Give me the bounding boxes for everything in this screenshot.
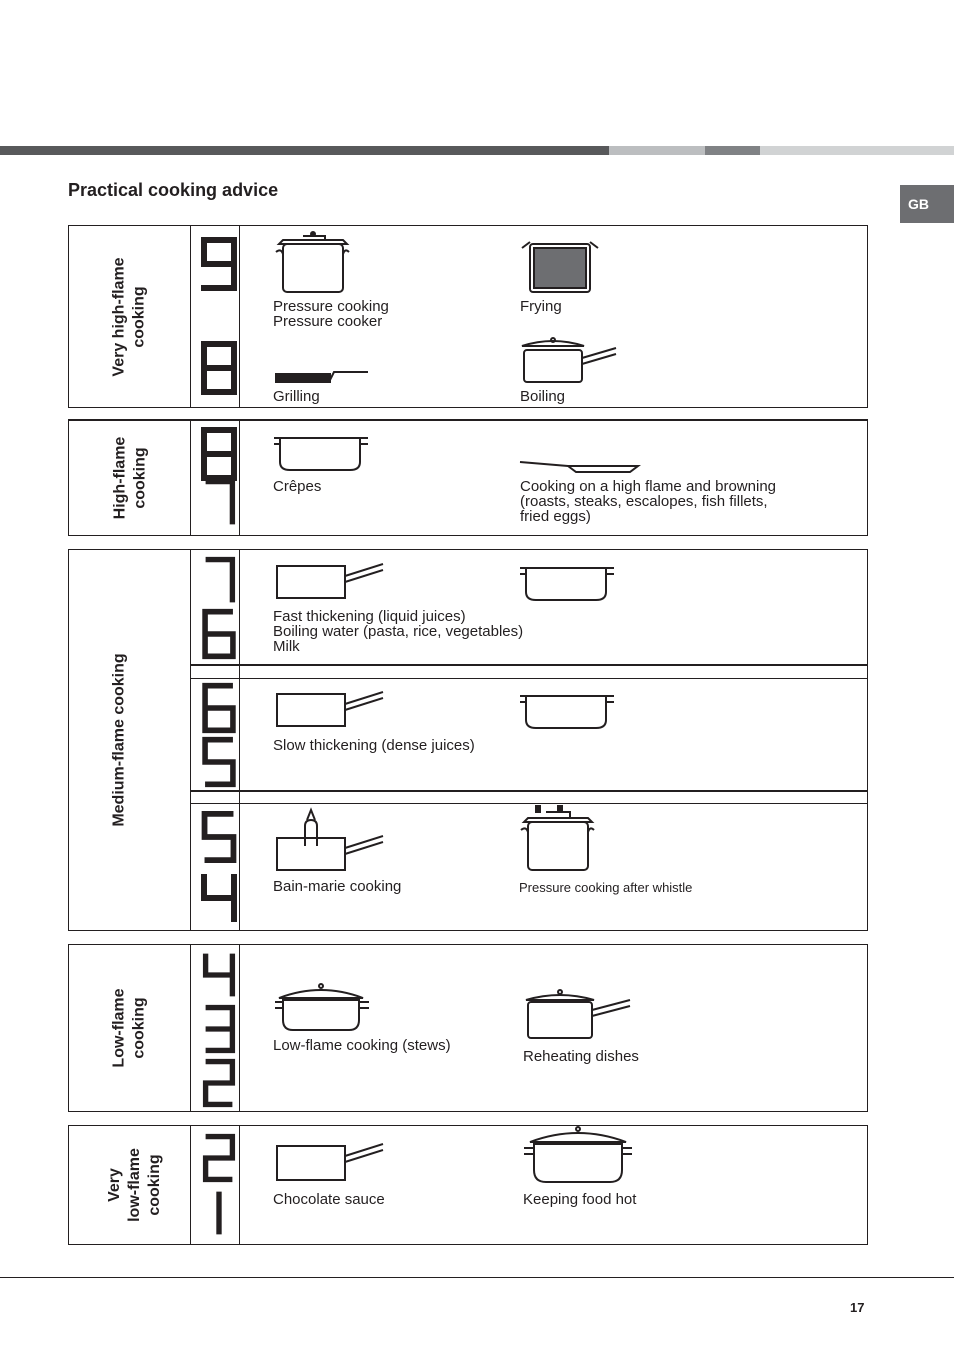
divider — [190, 549, 191, 931]
header-band-pale — [760, 146, 954, 155]
divider — [190, 790, 868, 792]
frying-basket-icon — [518, 238, 604, 296]
item-pressure-after-whistle: Pressure cooking after whistle — [519, 880, 693, 895]
item-low-flame-stews: Low-flame cooking (stews) — [273, 1037, 451, 1054]
divider — [190, 944, 191, 1112]
digit-5 — [199, 810, 239, 864]
divider — [190, 419, 191, 536]
bain-marie-icon — [273, 806, 387, 874]
item-chocolate-sauce: Chocolate sauce — [273, 1191, 385, 1208]
item-fast-thickening: Fast thickening (liquid juices) Boiling water (pasta, rice, vegetables) Milk — [273, 608, 524, 655]
saucepan-lid-icon — [522, 988, 634, 1042]
wide-pot-icon — [518, 690, 618, 732]
item-pressure-cooking: Pressure cooking Pressure cooker — [273, 298, 389, 330]
item-bain-marie: Bain-marie cooking — [273, 878, 402, 895]
digit-6 — [199, 682, 239, 734]
item-keeping-food-hot: Keeping food hot — [523, 1191, 637, 1208]
header-band-light — [609, 146, 705, 155]
casserole-icon — [522, 1124, 634, 1186]
wide-pot-icon — [272, 432, 372, 474]
divider — [239, 419, 240, 536]
section-label: Medium-flame cooking — [111, 653, 129, 827]
divider — [239, 225, 240, 408]
digit-6 — [199, 608, 239, 660]
item-boiling: Boiling — [520, 388, 566, 405]
divider — [239, 1125, 240, 1245]
saucepan-lid-icon — [518, 336, 620, 386]
digit-1 — [199, 1188, 239, 1238]
item-reheating-dishes: Reheating dishes — [523, 1048, 639, 1065]
section-label: Very high-flame cooking — [111, 256, 148, 377]
divider — [190, 678, 868, 679]
section-label: Low-flame cooking — [111, 988, 148, 1068]
divider — [190, 225, 191, 408]
digit-4 — [199, 950, 239, 1000]
grill-pan-icon — [272, 362, 374, 386]
digit-5 — [199, 736, 239, 788]
saucepan-icon — [273, 1140, 387, 1184]
digit-8 — [199, 426, 239, 482]
page-number: 17 — [850, 1300, 865, 1315]
digit-2 — [199, 1058, 239, 1108]
page-title: Practical cooking advice — [68, 180, 279, 200]
section-label: Very low-flame cooking — [105, 1148, 163, 1222]
digit-4 — [199, 870, 239, 926]
item-frying: Frying — [520, 298, 562, 315]
footer-rule — [0, 1277, 954, 1278]
digit-7 — [199, 556, 239, 606]
header-band-mid — [705, 146, 760, 155]
divider — [239, 549, 240, 931]
wide-pot-icon — [518, 562, 618, 604]
digit-8 — [199, 340, 239, 396]
section-label: High-flame cooking — [110, 436, 148, 519]
digit-9 — [199, 236, 239, 292]
saucepan-icon — [273, 688, 387, 730]
digit-2 — [199, 1133, 239, 1183]
divider — [190, 1125, 191, 1245]
divider — [239, 944, 240, 1112]
casserole-icon — [273, 980, 371, 1034]
item-crepes: Crêpes — [273, 478, 322, 495]
item-grilling: Grilling — [273, 388, 320, 405]
saucepan-icon — [273, 560, 387, 602]
divider — [190, 664, 868, 666]
header-band-dark — [0, 146, 609, 155]
language-tab: GB — [900, 185, 954, 223]
digit-3 — [199, 1004, 239, 1054]
pressure-cooker-icon — [273, 228, 357, 296]
item-slow-thickening: Slow thickening (dense juices) — [273, 737, 475, 754]
digit-7 — [199, 478, 239, 528]
frying-pan-icon — [518, 456, 642, 474]
item-high-flame-browning: Cooking on a high flame and browning (roasts, steaks, escalopes, fish fillets, fried eggs) — [520, 478, 777, 525]
pressure-cooker-icon — [518, 804, 602, 874]
